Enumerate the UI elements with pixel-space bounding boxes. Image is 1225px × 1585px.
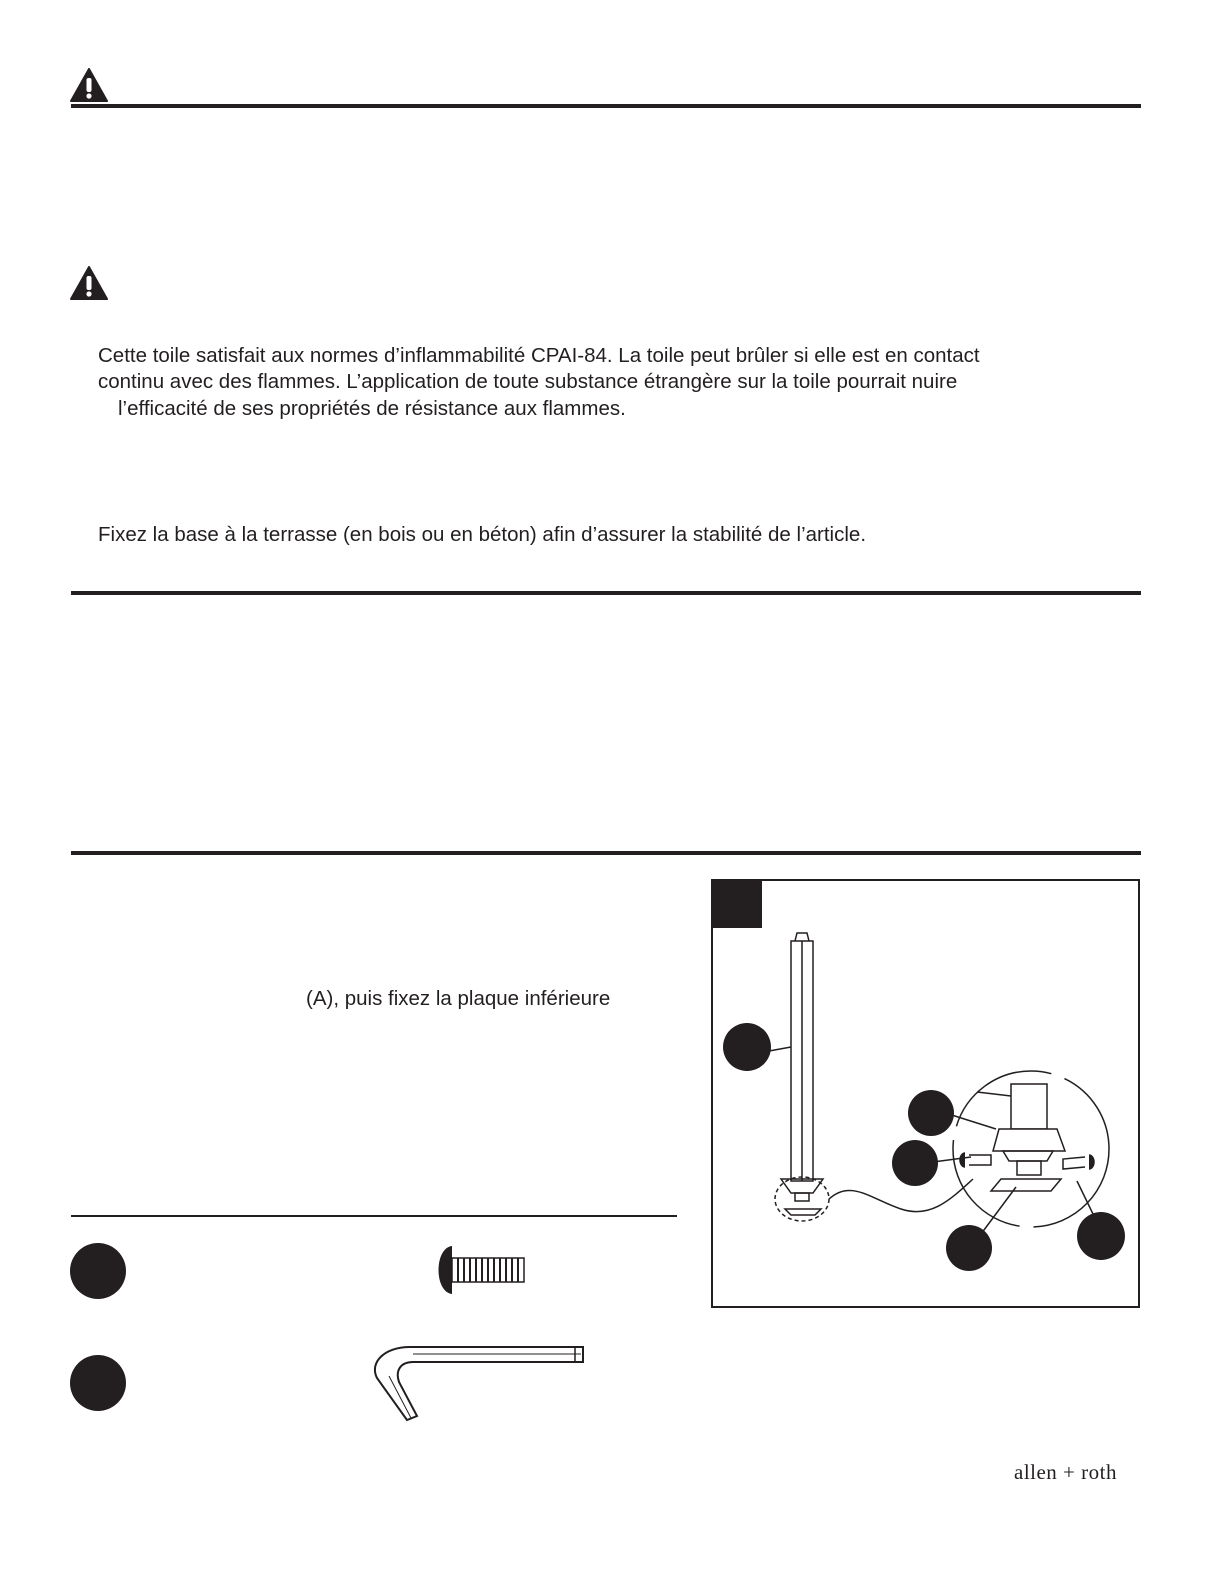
- bolt-icon: [1063, 1155, 1094, 1169]
- section-rule-warning: [71, 104, 1141, 108]
- callout-dot: [908, 1090, 954, 1136]
- stability-text: Fixez la base à la terrasse (en bois ou en béton) afin d’assurer la stabilité de l’article.: [98, 523, 867, 546]
- post-icon: [775, 933, 829, 1221]
- bolt-icon: [960, 1153, 991, 1167]
- hardware-rule: [71, 1215, 677, 1217]
- section-rule-step: [71, 851, 1141, 855]
- callout-dot: [946, 1225, 992, 1271]
- bolt-icon: [430, 1240, 530, 1300]
- hardware-bullet: [70, 1243, 126, 1299]
- step-number-box: [712, 880, 762, 928]
- hex-key-icon: [365, 1340, 590, 1425]
- brand-logo: allen + roth: [1014, 1460, 1117, 1484]
- hardware-bullet: [70, 1355, 126, 1411]
- flammability-line-3: l’efficacité de ses propriétés de résistance aux flammes.: [118, 397, 626, 420]
- flammability-line-2: continu avec des flammes. L’application de toute substance étrangère sur la toile pourrait nuire: [98, 370, 958, 393]
- step-instruction: (A), puis fixez la plaque inférieure: [306, 987, 611, 1010]
- assembly-diagram: [711, 879, 1141, 1309]
- section-rule-middle: [71, 591, 1141, 595]
- callout-dot: [723, 1023, 771, 1071]
- warning-triangle-icon: [70, 266, 108, 300]
- callout-dot: [892, 1140, 938, 1186]
- callout-dot: [1077, 1212, 1125, 1260]
- warning-triangle-icon: [70, 68, 108, 102]
- flammability-line-1: Cette toile satisfait aux normes d’inflammabilité CPAI-84. La toile peut brûler si elle est en contact: [98, 344, 980, 367]
